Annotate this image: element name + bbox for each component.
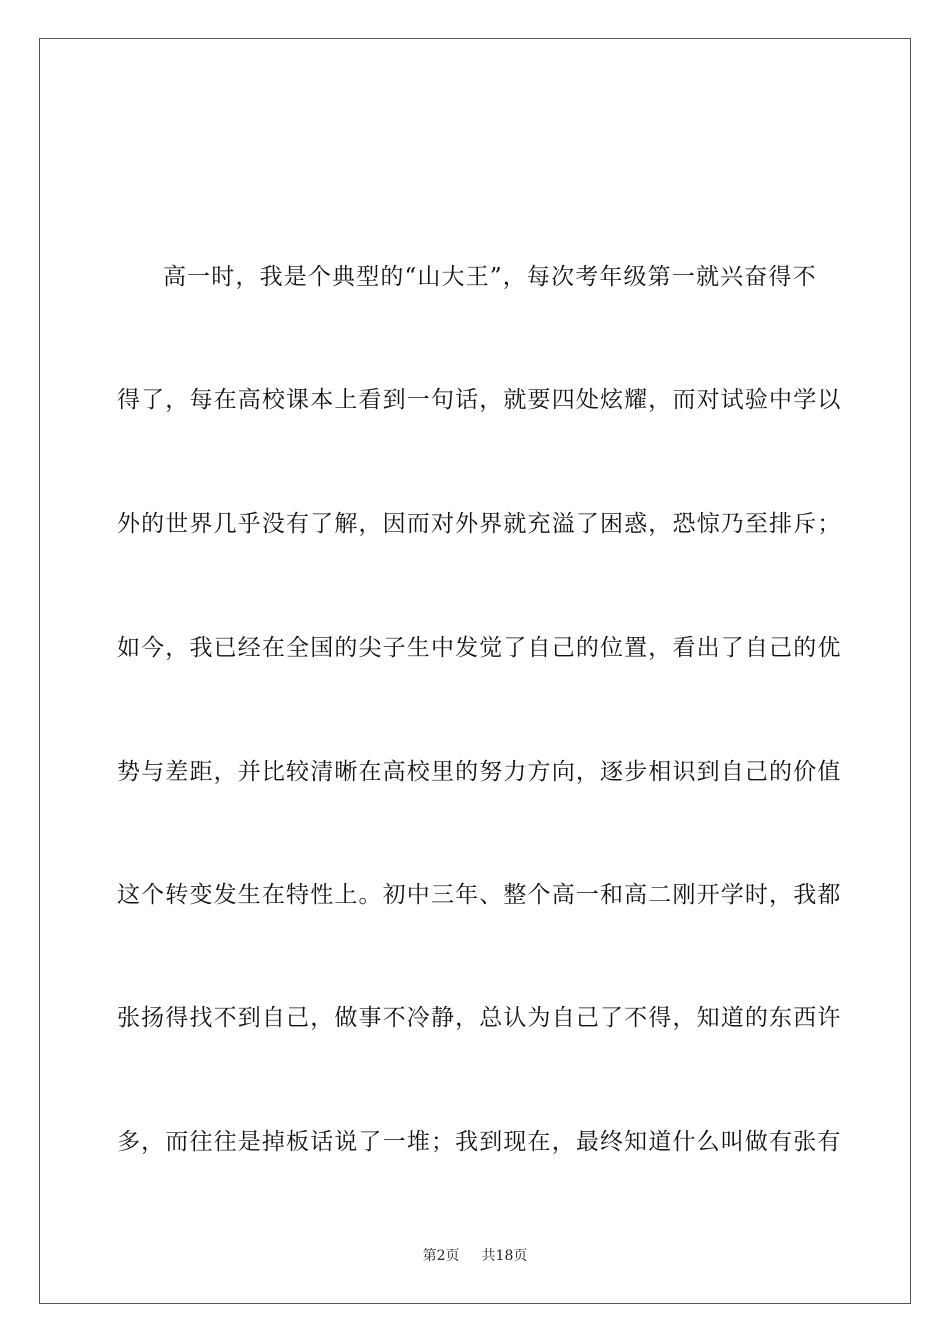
text-line-4: 如今，我已经在全国的尖子生中发觉了自己的位置，看出了自己的优	[117, 635, 842, 661]
text-line-7: 张扬得找不到自己，做事不冷静，总认为自己了不得，知道的东西许	[117, 1005, 842, 1031]
text-line-1: 高一时，我是个典型的“山大王”，每次考年级第一就兴奋得不	[163, 264, 817, 290]
page-footer	[0, 1246, 950, 1266]
text-line-5: 势与差距，并比较清晰在高校里的努力方向，逐步相识到自己的价值	[117, 759, 842, 785]
text-line-6: 这个转变发生在特性上。初中三年、整个高一和高二刚开学时，我都	[117, 882, 842, 908]
text-line-3: 外的世界几乎没有了解，因而对外界就充溢了困惑，恐惊乃至排斥；	[117, 511, 842, 537]
page-border	[39, 38, 911, 1304]
page-total: 共18页	[481, 1248, 528, 1264]
text-line-2: 得了，每在高校课本上看到一句话，就要四处炫耀，而对试验中学以	[117, 387, 842, 413]
page-number: 第2页	[422, 1248, 460, 1264]
text-line-8: 多，而往往是掉板话说了一堆；我到现在，最终知道什么叫做有张有	[117, 1129, 842, 1155]
